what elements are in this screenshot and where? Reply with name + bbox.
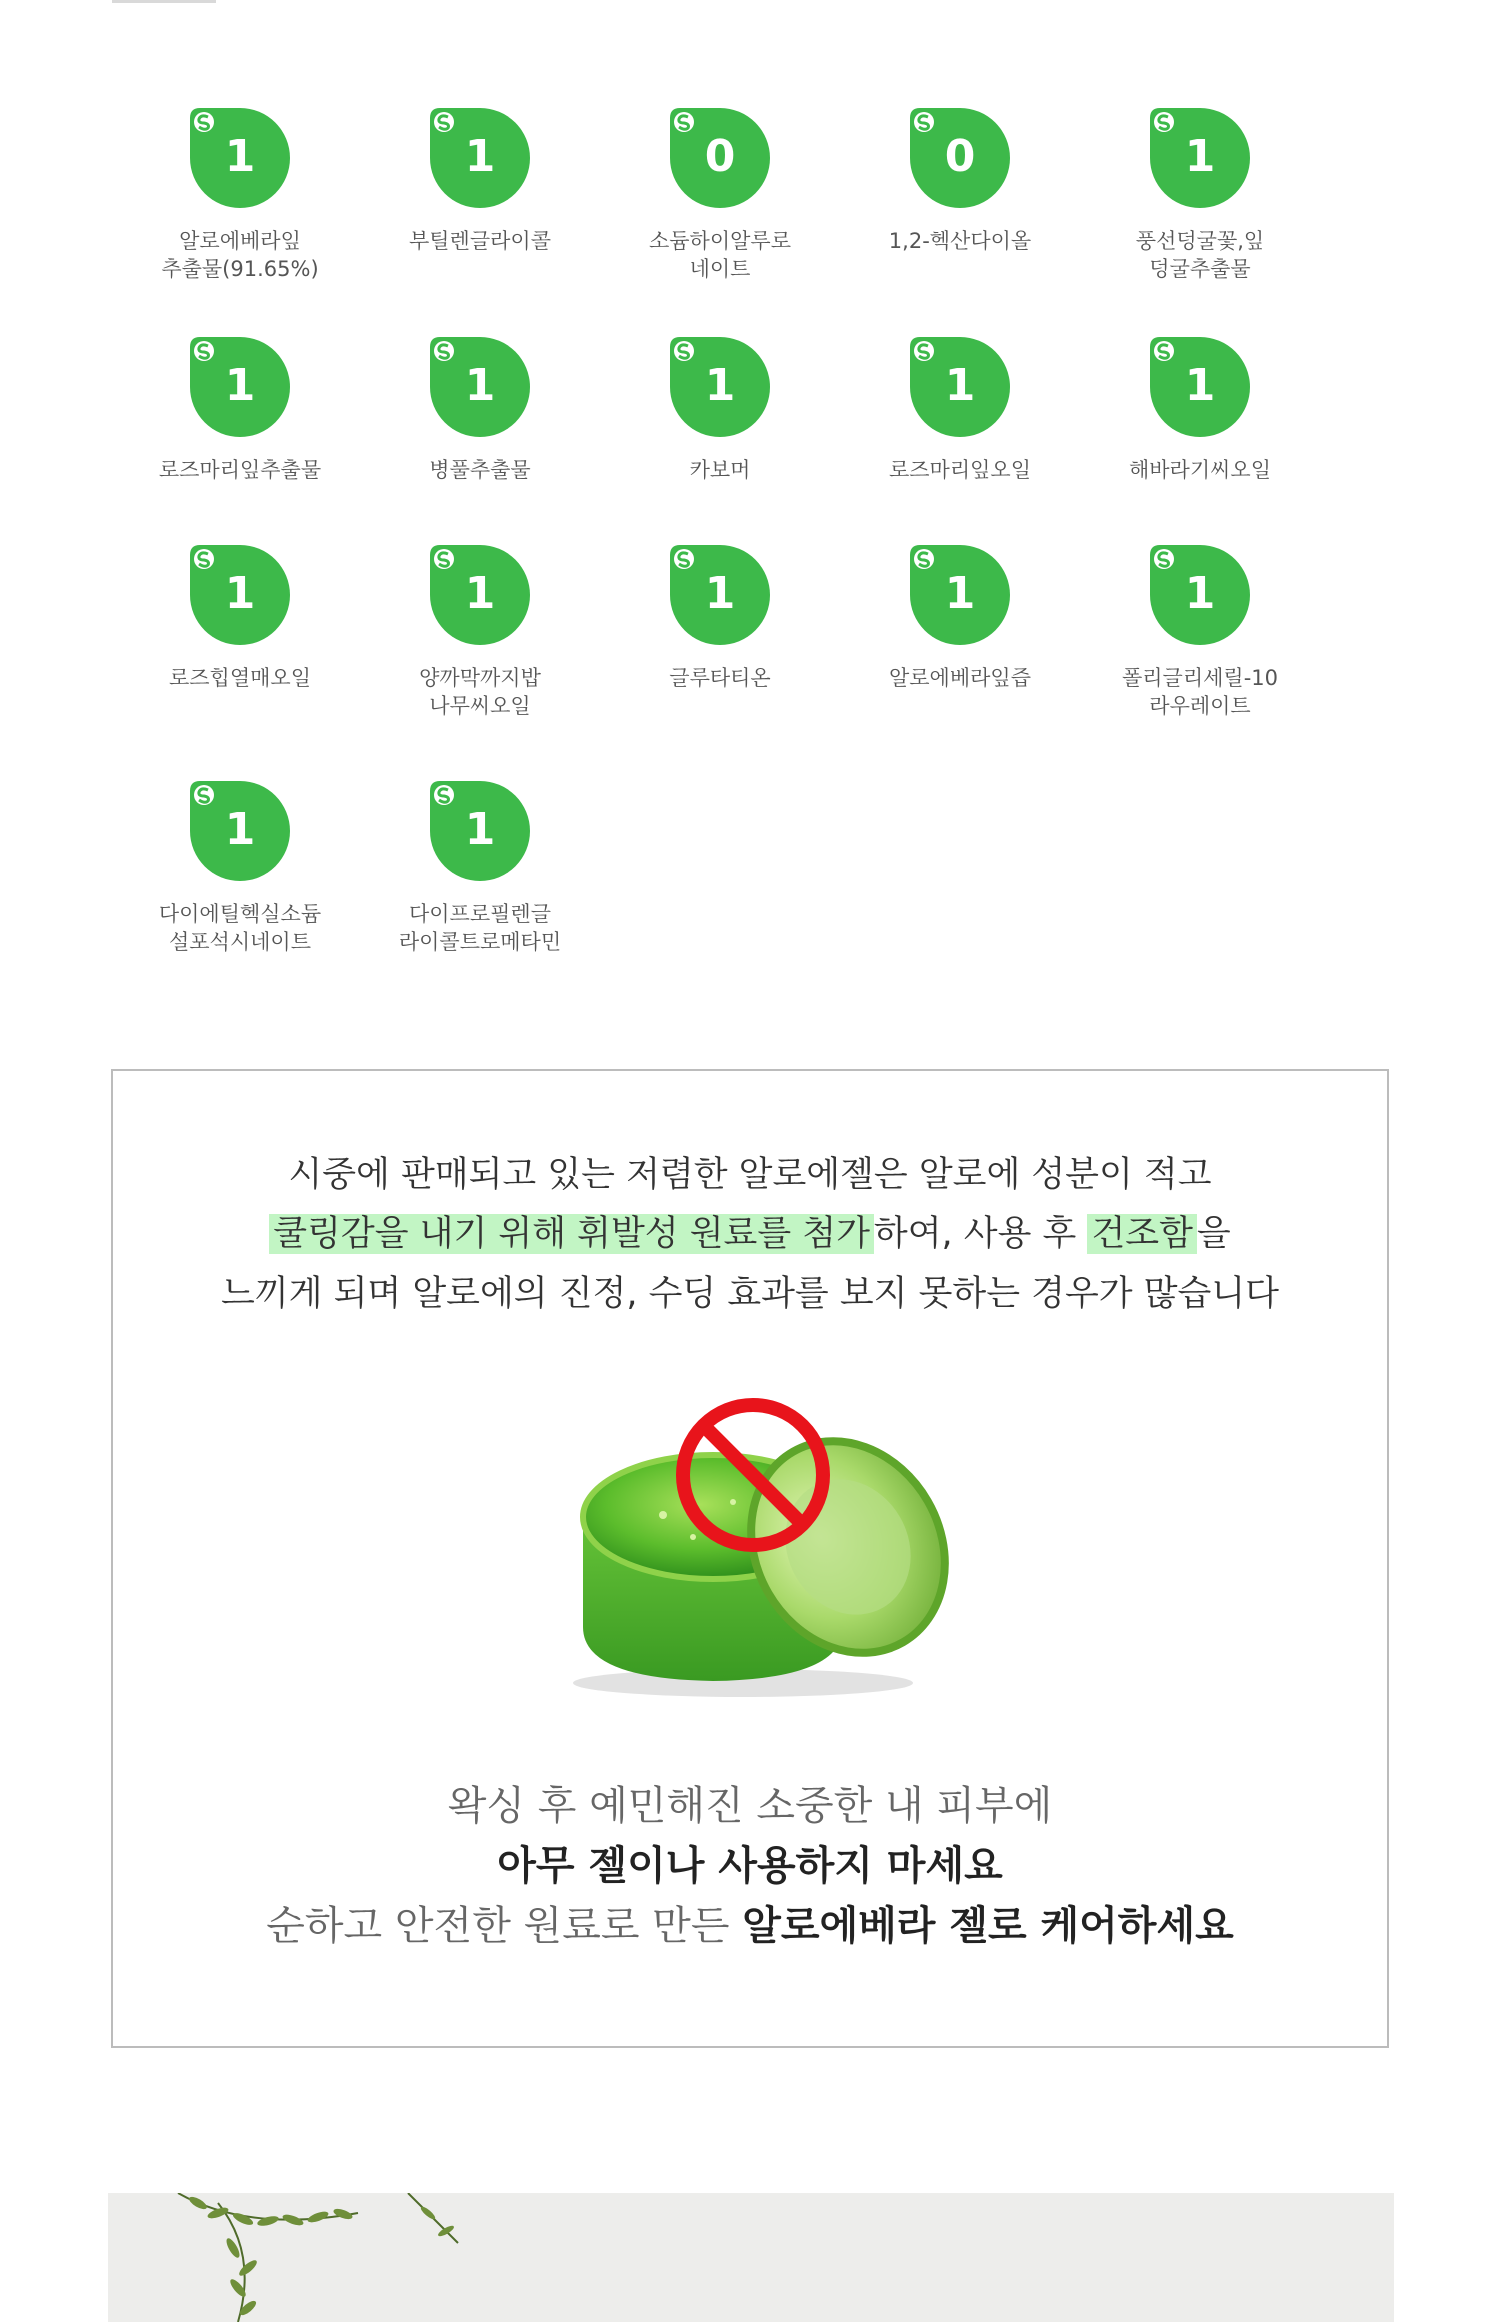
ingredient-name: 소듐하이알루로 네이트 xyxy=(648,229,791,281)
closing-line-2: 아무 젤이나 사용하지 마세요 xyxy=(497,1843,1003,1889)
ewg-grade-number: 1 xyxy=(1184,360,1216,411)
fern-photo xyxy=(108,2193,1394,2322)
ingredient-name: 로즈마리잎오일 xyxy=(888,458,1031,482)
ingredient-name: 카보머 xyxy=(689,458,751,482)
ewg-grade-number: 0 xyxy=(944,131,976,182)
notice-line-2 xyxy=(113,1212,1387,1256)
ewg-grade-icon xyxy=(1150,108,1250,208)
ingredient-name: 폴리글리세릴-10 라우레이트 xyxy=(1121,666,1278,718)
ingredient-item xyxy=(360,337,600,484)
ingredient-name: 글루타티온 xyxy=(669,666,771,690)
ewg-grade-icon xyxy=(910,337,1010,437)
ingredient-item xyxy=(120,337,360,484)
ingredient-name: 알로에베라잎 추출물(91.65%) xyxy=(161,229,319,281)
ingredient-name: 해바라기씨오일 xyxy=(1128,458,1271,482)
ingredient-item xyxy=(120,781,360,956)
ewg-grade-icon xyxy=(430,545,530,645)
notice-box xyxy=(111,1069,1389,2048)
ewg-grade-icon xyxy=(190,108,290,208)
ingredient-name: 알로에베라잎즙 xyxy=(888,666,1031,690)
ingredient-name: 1,2-헥산다이올 xyxy=(888,229,1032,253)
ingredient-item xyxy=(600,337,840,484)
closing-line-3-normal: 순하고 안전한 원료로 만든 xyxy=(266,1903,743,1949)
ewg-grade-icon xyxy=(190,337,290,437)
ewg-grade-number: 1 xyxy=(704,360,736,411)
ewg-grade-number: 1 xyxy=(224,360,256,411)
top-divider xyxy=(112,0,216,3)
highlight-dryness: 건조함 xyxy=(1087,1214,1196,1254)
ewg-grade-number: 0 xyxy=(704,131,736,182)
ewg-grade-number: 1 xyxy=(224,804,256,855)
ingredient-name: 병풀추출물 xyxy=(429,458,531,482)
ingredient-item xyxy=(840,545,1080,692)
notice-line-2-mid: 하여, 사용 후 xyxy=(873,1214,1088,1254)
ingredient-item xyxy=(600,108,840,283)
notice-line-1: 시중에 판매되고 있는 저렴한 알로에젤은 알로에 성분이 적고 xyxy=(288,1155,1212,1195)
ewg-grade-number: 1 xyxy=(464,804,496,855)
ingredient-item xyxy=(1080,545,1320,720)
ewg-grade-number: 1 xyxy=(1184,568,1216,619)
ewg-grade-icon xyxy=(910,108,1010,208)
ingredient-item xyxy=(120,545,360,692)
ewg-grade-number: 1 xyxy=(224,568,256,619)
notice-line-2-end: 을 xyxy=(1196,1214,1231,1254)
ewg-grade-icon xyxy=(670,337,770,437)
ewg-grade-icon xyxy=(1150,545,1250,645)
ewg-grade-number: 1 xyxy=(464,360,496,411)
closing-line-1: 왁싱 후 예민해진 소중한 내 피부에 xyxy=(447,1783,1053,1829)
ewg-grade-icon xyxy=(910,545,1010,645)
ewg-grade-number: 1 xyxy=(944,568,976,619)
ewg-grade-number: 1 xyxy=(464,568,496,619)
highlight-volatile: 쿨링감을 내기 위해 휘발성 원료를 첨가 xyxy=(269,1214,874,1254)
ewg-grade-icon xyxy=(430,108,530,208)
ingredient-item xyxy=(840,108,1080,255)
ingredient-item xyxy=(1080,337,1320,484)
fern-leaves xyxy=(108,2193,1394,2322)
ingredient-name: 다이에틸헥실소듐 설포석시네이트 xyxy=(158,902,322,954)
ewg-grade-icon xyxy=(190,781,290,881)
ewg-grade-icon xyxy=(190,545,290,645)
ewg-grade-number: 1 xyxy=(224,131,256,182)
ewg-grade-number: 1 xyxy=(464,131,496,182)
ingredient-item xyxy=(360,545,600,720)
ingredient-name: 로즈마리잎추출물 xyxy=(158,458,322,482)
ewg-grade-icon xyxy=(430,781,530,881)
ewg-grade-number: 1 xyxy=(704,568,736,619)
prohibited-gel-jar-image xyxy=(543,1397,963,1707)
ingredient-name: 로즈힙열매오일 xyxy=(168,666,311,690)
ewg-grade-number: 1 xyxy=(944,360,976,411)
ingredient-item xyxy=(120,108,360,283)
closing-line-3-bold: 알로에베라 젤로 케어하세요 xyxy=(742,1903,1234,1949)
notice-line-3: 느끼게 되며 알로에의 진정, 수딩 효과를 보지 못하는 경우가 많습니다 xyxy=(221,1274,1279,1314)
ingredient-item xyxy=(360,781,600,956)
ingredient-item xyxy=(600,545,840,692)
ewg-grade-icon xyxy=(430,337,530,437)
ewg-grade-icon xyxy=(1150,337,1250,437)
ewg-grade-icon xyxy=(670,545,770,645)
ingredient-name: 부틸렌글라이콜 xyxy=(408,229,551,253)
ingredient-item xyxy=(1080,108,1320,283)
ingredient-item xyxy=(360,108,600,255)
ingredient-name: 풍선덩굴꽃,잎 덩굴추출물 xyxy=(1135,229,1265,281)
ewg-grade-number: 1 xyxy=(1184,131,1216,182)
ewg-grade-icon xyxy=(670,108,770,208)
closing-line-3 xyxy=(113,1901,1387,1951)
ingredient-name: 다이프로필렌글 라이콜트로메타민 xyxy=(398,902,562,954)
ingredient-name: 양까막까지밥 나무씨오일 xyxy=(419,666,541,718)
ingredient-item xyxy=(840,337,1080,484)
